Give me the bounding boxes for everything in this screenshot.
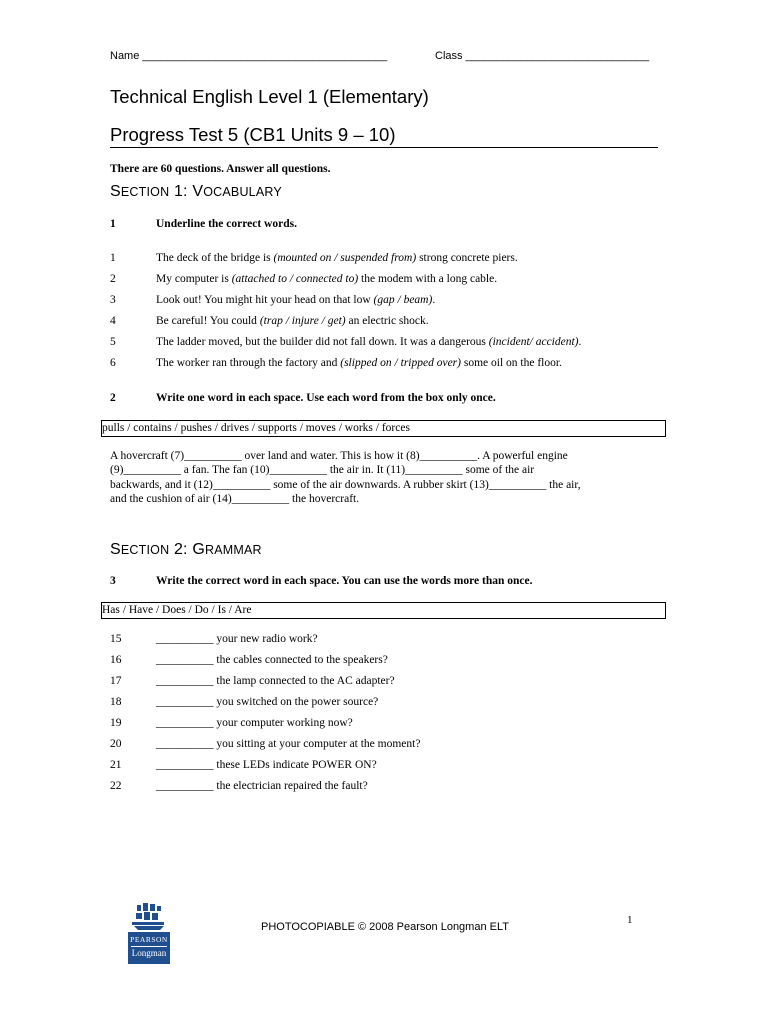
answer-options[interactable]: (gap / beam) <box>373 294 433 306</box>
section-2-number: 2: <box>169 541 193 558</box>
answer-options[interactable]: (trap / injure / get) <box>259 315 346 327</box>
document-subtitle: Progress Test 5 (CB1 Units 9 – 10) <box>110 124 396 145</box>
paragraph-line[interactable]: (9)__________ a fan. The fan (10)__________ the air in. It (11)__________ some of the air <box>110 464 535 477</box>
exercise-3-instruction: Write the correct word in each space. You can use the words more than once. <box>156 575 533 587</box>
question-text[interactable]: __________ the cables connected to the speakers? <box>156 654 388 666</box>
section-2-g: G <box>192 541 206 558</box>
answer-options[interactable]: (mounted on / suspended from) <box>273 252 417 264</box>
page-number: 1 <box>627 914 633 926</box>
pearson-longman-logo <box>128 902 170 964</box>
word-box-text: pulls / contains / pushes / drives / supports / moves / works / forces <box>102 422 410 434</box>
question-number: 20 <box>110 738 122 750</box>
section-1-number: 1: <box>169 183 193 200</box>
section-2-ection: ECTION <box>120 543 170 557</box>
question-text: Be careful! You could (trap / injure / get) an electric shock. <box>156 315 429 327</box>
question-text[interactable]: __________ your computer working now? <box>156 717 353 729</box>
section-1-ection: ECTION <box>120 185 170 199</box>
paragraph-line[interactable]: backwards, and it (12)__________ some of the air downwards. A rubber skirt (13)__________ the air, <box>110 478 581 491</box>
section-1-s: S <box>110 183 121 200</box>
question-text[interactable]: __________ you sitting at your computer at the moment? <box>156 738 421 750</box>
logo-longman: Longman <box>131 948 167 958</box>
question-number: 4 <box>110 315 116 327</box>
section-1-heading <box>110 183 282 201</box>
paragraph-line[interactable]: A hovercraft (7)__________ over land and water. This is how it (8)__________. A powerful engine <box>110 450 568 462</box>
name-field-label: Name ________________________________________ <box>110 50 388 62</box>
question-text[interactable]: __________ the electrician repaired the fault? <box>156 780 368 792</box>
question-text: The worker ran through the factory and (slipped on / tripped over) some oil on the floor. <box>156 357 562 369</box>
exercise-2-number: 2 <box>110 392 116 404</box>
question-text: Look out! You might hit your head on that low (gap / beam). <box>156 294 436 306</box>
class-field-label: Class ______________________________ <box>435 50 650 62</box>
question-number: 21 <box>110 759 122 771</box>
logo-wordmark <box>128 932 170 964</box>
question-number: 16 <box>110 654 122 666</box>
question-number: 1 <box>110 252 116 264</box>
auxiliary-box <box>101 602 666 619</box>
copyright-notice: PHOTOCOPIABLE © 2008 Pearson Longman ELT <box>261 921 509 933</box>
hovercraft-paragraph <box>110 449 660 506</box>
paragraph-line[interactable]: and the cushion of air (14)__________ the hovercraft. <box>110 492 360 505</box>
logo-pearson: PEARSON <box>130 935 168 944</box>
question-number: 17 <box>110 675 122 687</box>
question-text: My computer is (attached to / connected to) the modem with a long cable. <box>156 273 498 285</box>
question-number: 2 <box>110 273 116 285</box>
section-1-v: V <box>192 183 204 200</box>
exercise-3-number: 3 <box>110 575 116 587</box>
question-number: 19 <box>110 717 122 729</box>
exercise-1-number: 1 <box>110 218 116 230</box>
question-number: 15 <box>110 633 122 645</box>
test-instructions: There are 60 questions. Answer all questions. <box>110 163 331 175</box>
question-text[interactable]: __________ you switched on the power source? <box>156 696 379 708</box>
question-text[interactable]: __________ the lamp connected to the AC adapter? <box>156 675 395 687</box>
question-number: 6 <box>110 357 116 369</box>
question-number: 22 <box>110 780 122 792</box>
question-number: 18 <box>110 696 122 708</box>
section-1-ocabulary: OCABULARY <box>203 185 282 199</box>
question-text: The deck of the bridge is (mounted on / suspended from) strong concrete piers. <box>156 252 518 264</box>
auxiliary-box-text: Has / Have / Does / Do / Is / Are <box>102 604 252 616</box>
question-number: 3 <box>110 294 116 306</box>
section-2-rammar: RAMMAR <box>205 543 262 557</box>
question-text: The ladder moved, but the builder did not fall down. It was a dangerous (incident/ accident). <box>156 336 582 348</box>
answer-options[interactable]: (slipped on / tripped over) <box>340 357 461 369</box>
section-2-s: S <box>110 541 121 558</box>
exercise-2-instruction: Write one word in each space. Use each word from the box only once. <box>156 392 496 404</box>
answer-options[interactable]: (attached to / connected to) <box>231 273 359 285</box>
exercise-1-instruction: Underline the correct words. <box>156 218 297 230</box>
document-title: Technical English Level 1 (Elementary) <box>110 86 429 107</box>
question-text[interactable]: __________ these LEDs indicate POWER ON? <box>156 759 377 771</box>
section-2-heading <box>110 541 262 559</box>
ship-icon <box>128 902 170 932</box>
question-number: 5 <box>110 336 116 348</box>
answer-options[interactable]: (incident/ accident) <box>488 336 579 348</box>
word-box <box>101 420 666 437</box>
subtitle-underline <box>110 147 658 148</box>
question-text[interactable]: __________ your new radio work? <box>156 633 318 645</box>
